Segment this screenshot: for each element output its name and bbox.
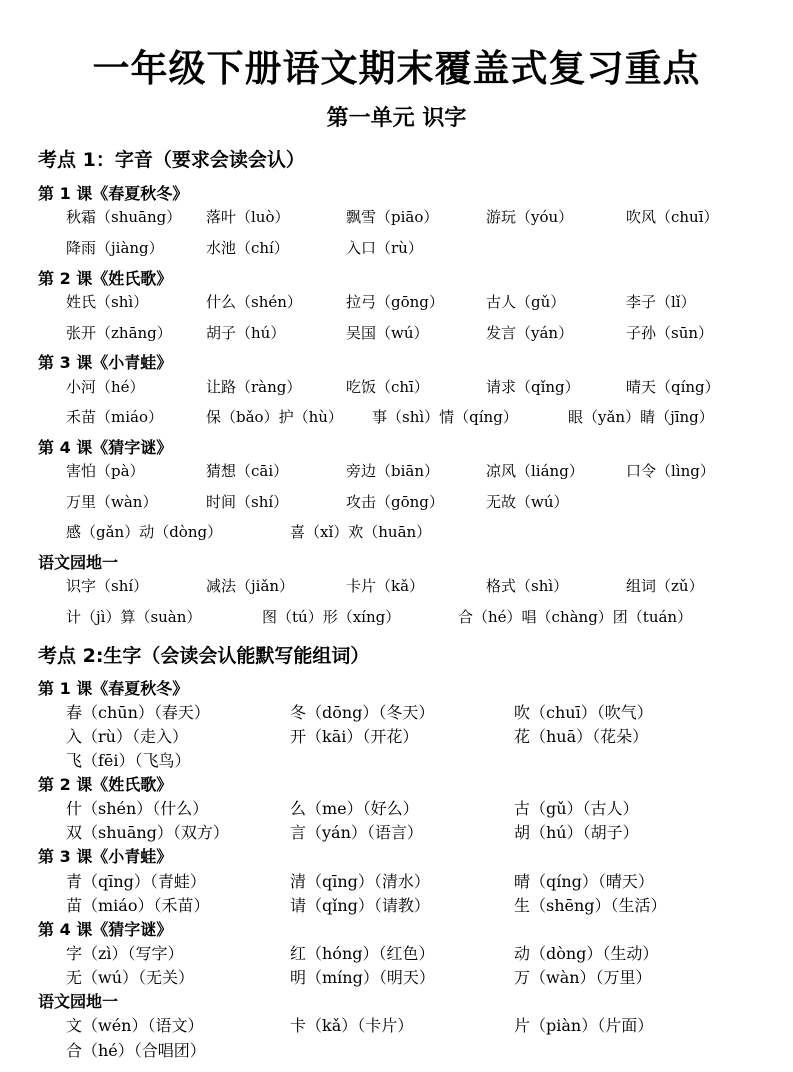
s1-l2-word: 子孙（sūn） <box>626 324 714 342</box>
s1-lesson3-label: 第 3 课《小青蛙》 <box>38 353 173 372</box>
s2-l1-char: 吹（chuī）（吹气） <box>514 703 653 722</box>
s1-l3-word: 眼（yǎn）睛（jīng） <box>568 408 714 426</box>
s1-garden-word: 格式（shì） <box>486 577 569 595</box>
s1-l4-word: 无故（wú） <box>486 493 569 511</box>
s1-l3-word: 吃饭（chī） <box>346 378 429 396</box>
s1-l3-word: 让路（ràng） <box>206 378 302 396</box>
s1-lesson2-label: 第 2 课《姓氏歌》 <box>38 269 173 288</box>
s1-l1-word: 落叶（luò） <box>206 208 290 226</box>
s1-l3-word: 事（shì）情（qíng） <box>372 408 518 426</box>
s1-l2-word: 胡子（hú） <box>206 324 286 342</box>
s2-l1-char: 入（rù）（走入） <box>66 727 188 746</box>
s1-l3-word: 小河（hé） <box>66 378 145 396</box>
s2-l4-char: 明（míng）（明天） <box>290 968 435 987</box>
s2-garden-label: 语文园地一 <box>38 992 119 1011</box>
s1-l4-word: 万里（wàn） <box>66 493 158 511</box>
s1-l4-word: 猜想（cāi） <box>206 462 289 480</box>
s2-l4-char: 万（wàn）（万里） <box>514 968 652 987</box>
s1-l1-word: 吹风（chuī） <box>626 208 719 226</box>
s2-l1-char: 冬（dōng）（冬天） <box>290 703 435 722</box>
s1-l1-word: 水池（chí） <box>206 239 289 257</box>
s1-l4-word: 凉风（liáng） <box>486 462 584 480</box>
s1-l1-word: 秋霜（shuāng） <box>66 208 182 226</box>
s2-l2-char: 胡（hú）（胡子） <box>514 823 639 842</box>
s2-lesson2-label: 第 2 课《姓氏歌》 <box>38 775 173 794</box>
s2-garden-char: 卡（kǎ）（卡片） <box>290 1016 414 1035</box>
s2-l3-char: 青（qīng）（青蛙） <box>66 872 206 891</box>
section2-heading: 考点 2:生字（会读会认能默写能组词） <box>38 645 370 667</box>
s1-l4-word: 感（gǎn）动（dòng） <box>66 523 223 541</box>
s2-garden-char: 合（hé）（合唱团） <box>66 1041 206 1060</box>
s1-garden-word: 计（jì）算（suàn） <box>66 608 202 626</box>
s1-l2-word: 古人（gǔ） <box>486 293 566 311</box>
s1-l2-word: 拉弓（gōng） <box>346 293 444 311</box>
s1-l3-word: 晴天（qíng） <box>626 378 720 396</box>
s1-garden-word: 组词（zǔ） <box>626 577 704 595</box>
s2-l2-char: 双（shuāng）（双方） <box>66 823 229 842</box>
s1-l4-word: 攻击（gōng） <box>346 493 444 511</box>
s2-l3-char: 苗（miáo）（禾苗） <box>66 896 210 915</box>
s2-lesson4-label: 第 4 课《猜字谜》 <box>38 920 173 939</box>
s2-l3-char: 请（qǐng）（请教） <box>290 896 430 915</box>
s1-l4-word: 时间（shí） <box>206 493 289 511</box>
s1-l2-word: 发言（yán） <box>486 324 574 342</box>
section1-heading: 考点 1：字音（要求会读会认） <box>38 149 305 171</box>
s1-l2-word: 什么（shén） <box>206 293 302 311</box>
s1-l1-word: 飘雪（piāo） <box>346 208 439 226</box>
s2-l1-char: 春（chūn）（春天） <box>66 703 210 722</box>
s2-l4-char: 字（zì）（写字） <box>66 944 184 963</box>
s2-garden-char: 文（wén）（语文） <box>66 1016 204 1035</box>
s1-l4-word: 喜（xǐ）欢（huān） <box>290 523 432 541</box>
s1-garden-word: 图（tú）形（xíng） <box>262 608 401 626</box>
page-title: 一年级下册语文期末覆盖式复习重点 <box>92 47 701 90</box>
s2-l4-char: 无（wú）（无关） <box>66 968 195 987</box>
s2-l3-char: 生（shēng）（生活） <box>514 896 667 915</box>
s1-l3-word: 禾苗（miáo） <box>66 408 163 426</box>
s1-l4-word: 旁边（biān） <box>346 462 440 480</box>
s2-l3-char: 晴（qíng）（晴天） <box>514 872 654 891</box>
s2-l1-char: 飞（fēi）（飞鸟） <box>66 751 191 770</box>
s1-l2-word: 李子（lǐ） <box>626 293 696 311</box>
s2-l2-char: 么（me）（好么） <box>290 799 419 818</box>
s1-lesson1-label: 第 1 课《春夏秋冬》 <box>38 184 189 203</box>
s1-l2-word: 姓氏（shì） <box>66 293 149 311</box>
s1-garden-word: 减法（jiǎn） <box>206 577 295 595</box>
s1-l4-word: 害怕（pà） <box>66 462 145 480</box>
s2-l3-char: 清（qīng）（清水） <box>290 872 430 891</box>
s2-l2-char: 古（gǔ）（古人） <box>514 799 639 818</box>
s1-garden-word: 合（hé）唱（chàng）团（tuán） <box>458 608 693 626</box>
s2-l4-char: 动（dòng）（生动） <box>514 944 659 963</box>
s2-lesson1-label: 第 1 课《春夏秋冬》 <box>38 679 189 698</box>
s1-l3-word: 请求（qǐng） <box>486 378 580 396</box>
s2-l2-char: 什（shén）（什么） <box>66 799 209 818</box>
s1-l1-word: 降雨（jiàng） <box>66 239 164 257</box>
s1-garden-word: 识字（shí） <box>66 577 149 595</box>
s1-garden-label: 语文园地一 <box>38 553 119 572</box>
s1-l3-word: 保（bǎo）护（hù） <box>206 408 343 426</box>
s1-l2-word: 张开（zhāng） <box>66 324 172 342</box>
s1-l1-word: 游玩（yóu） <box>486 208 574 226</box>
s2-l1-char: 花（huā）（花朵） <box>514 727 649 746</box>
s1-l2-word: 吴国（wú） <box>346 324 429 342</box>
s2-l2-char: 言（yán）（语言） <box>290 823 423 842</box>
s1-l4-word: 口令（lìng） <box>626 462 715 480</box>
s1-lesson4-label: 第 4 课《猜字谜》 <box>38 438 173 457</box>
s1-garden-word: 卡片（kǎ） <box>346 577 425 595</box>
s2-l4-char: 红（hóng）（红色） <box>290 944 435 963</box>
s2-garden-char: 片（piàn）（片面） <box>514 1016 654 1035</box>
s1-l1-word: 入口（rù） <box>346 239 423 257</box>
s2-lesson3-label: 第 3 课《小青蛙》 <box>38 847 173 866</box>
unit-subtitle: 第一单元 识字 <box>326 106 467 131</box>
s2-l1-char: 开（kāi）（开花） <box>290 727 419 746</box>
